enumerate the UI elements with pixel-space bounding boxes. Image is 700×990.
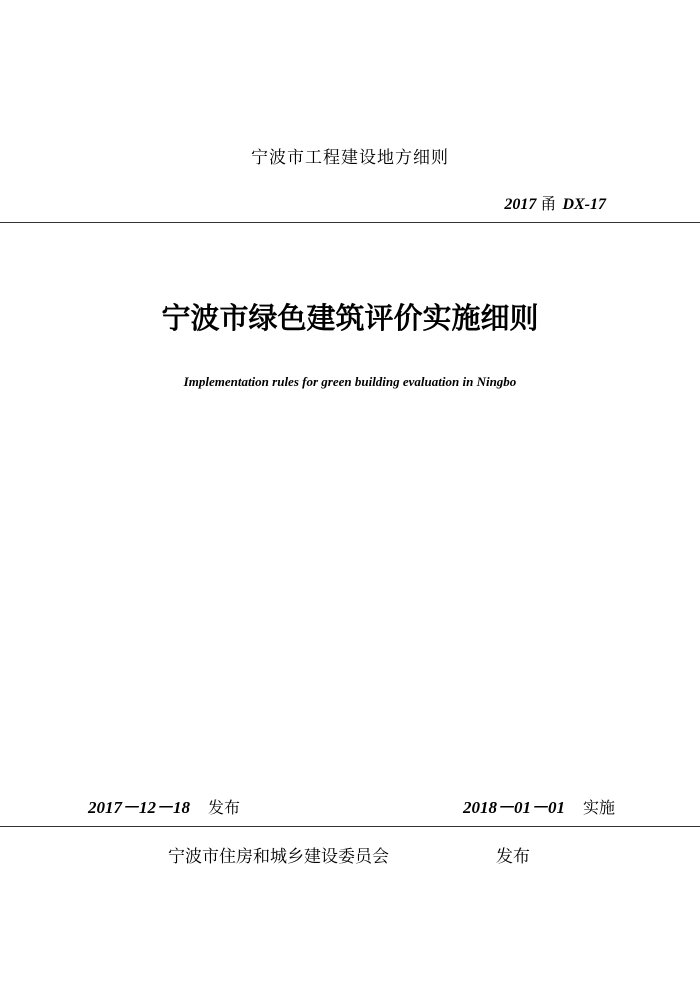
issuer-action: 发布	[496, 847, 530, 867]
document-title-english: Implementation rules for green building evaluation in Ningbo	[183, 374, 517, 389]
issue-label: 发布	[208, 798, 241, 817]
code-city: 甬	[540, 194, 557, 213]
effective-date: 2018－01－01	[463, 798, 565, 817]
effective-date-block	[463, 793, 615, 818]
issue-date-block	[88, 793, 240, 818]
document-series: 宁波市工程建设地方细则	[251, 148, 449, 168]
effective-label: 实施	[583, 798, 616, 817]
bottom-divider	[0, 826, 700, 827]
issuing-authority: 宁波市住房和城乡建设委员会	[168, 847, 389, 867]
code-year: 2017	[504, 196, 537, 213]
issue-date: 2017－12－18	[88, 798, 190, 817]
document-title: 宁波市绿色建筑评价实施细则	[161, 301, 539, 335]
code-number: DX-17	[562, 196, 606, 213]
top-divider	[0, 222, 700, 223]
document-code	[504, 191, 606, 214]
